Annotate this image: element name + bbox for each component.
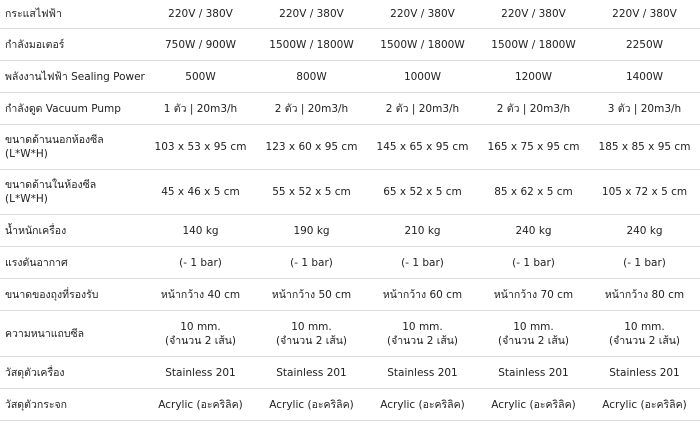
table-cell: 65 x 52 x 5 cm — [367, 170, 478, 215]
table-row — [0, 311, 700, 357]
table-cell: Stainless 201 — [145, 357, 256, 389]
cell-line: 10 mm. — [180, 320, 221, 333]
table-cell: 240 kg — [478, 215, 589, 247]
table-cell: 1500W / 1800W — [367, 29, 478, 61]
table-row — [0, 0, 700, 29]
table-cell — [367, 311, 478, 357]
table-cell: 1500W / 1800W — [256, 29, 367, 61]
row-label-motor-power: กำลังมอเตอร์ — [0, 29, 145, 61]
table-cell — [478, 311, 589, 357]
row-label-line: ขนาดด้านนอกห้องซีล — [5, 134, 104, 146]
table-cell: 55 x 52 x 5 cm — [256, 170, 367, 215]
row-label-power-supply: กระแสไฟฟ้า — [0, 0, 145, 29]
table-cell: Acrylic (อะคริลิค) — [256, 389, 367, 421]
row-label-vacuum-pump: กำลังดูด Vacuum Pump — [0, 93, 145, 125]
table-cell: (- 1 bar) — [367, 247, 478, 279]
table-cell — [589, 311, 700, 357]
table-row — [0, 247, 700, 279]
table-cell: 220V / 380V — [367, 0, 478, 29]
table-cell: 123 x 60 x 95 cm — [256, 125, 367, 170]
cell-line: (จำนวน 2 เส้น) — [386, 334, 459, 347]
table-cell: (- 1 bar) — [145, 247, 256, 279]
table-row — [0, 125, 700, 170]
table-cell: 185 x 85 x 95 cm — [589, 125, 700, 170]
table-cell: 750W / 900W — [145, 29, 256, 61]
row-label-seal-thickness: ความหนาแถบซีล — [0, 311, 145, 357]
table-cell: 1000W — [367, 61, 478, 93]
table-cell: 190 kg — [256, 215, 367, 247]
row-label-bag-size: ขนาดของถุงที่รองรับ — [0, 279, 145, 311]
cell-line: (จำนวน 2 เส้น) — [497, 334, 570, 347]
table-cell: Acrylic (อะคริลิค) — [589, 389, 700, 421]
table-cell: หน้ากว้าง 70 cm — [478, 279, 589, 311]
row-label-glass-material: วัสดุตัวกระจก — [0, 389, 145, 421]
table-cell: 1 ตัว | 20m3/h — [145, 93, 256, 125]
row-label-line: (L*W*H) — [5, 148, 48, 160]
row-label-inner-chamber-size — [0, 170, 145, 215]
row-label-line: (L*W*H) — [5, 193, 48, 205]
table-cell: หน้ากว้าง 40 cm — [145, 279, 256, 311]
table-cell: 45 x 46 x 5 cm — [145, 170, 256, 215]
table-cell: 145 x 65 x 95 cm — [367, 125, 478, 170]
table-row — [0, 93, 700, 125]
cell-line: (จำนวน 2 เส้น) — [164, 334, 237, 347]
row-label-machine-weight: น้ำหนักเครื่อง — [0, 215, 145, 247]
table-row — [0, 215, 700, 247]
row-label-sealing-power: พลังงานไฟฟ้า Sealing Power — [0, 61, 145, 93]
row-label-line: ขนาดด้านในห้องซีล — [5, 179, 97, 191]
table-cell — [145, 311, 256, 357]
table-cell: 220V / 380V — [478, 0, 589, 29]
table-cell: 2 ตัว | 20m3/h — [367, 93, 478, 125]
table-row — [0, 61, 700, 93]
cell-line: 10 mm. — [402, 320, 443, 333]
table-cell: Stainless 201 — [589, 357, 700, 389]
cell-line: 10 mm. — [624, 320, 665, 333]
table-cell: Stainless 201 — [256, 357, 367, 389]
table-cell: 165 x 75 x 95 cm — [478, 125, 589, 170]
table-row — [0, 279, 700, 311]
row-label-body-material: วัสดุตัวเครื่อง — [0, 357, 145, 389]
cell-line: (จำนวน 2 เส้น) — [608, 334, 681, 347]
table-cell: 500W — [145, 61, 256, 93]
table-cell: 2250W — [589, 29, 700, 61]
table-cell: 85 x 62 x 5 cm — [478, 170, 589, 215]
table-cell: 103 x 53 x 95 cm — [145, 125, 256, 170]
table-cell: 2 ตัว | 20m3/h — [256, 93, 367, 125]
table-cell: 105 x 72 x 5 cm — [589, 170, 700, 215]
table-cell: 1500W / 1800W — [478, 29, 589, 61]
table-cell: 1200W — [478, 61, 589, 93]
table-cell: หน้ากว้าง 60 cm — [367, 279, 478, 311]
table-cell: 1400W — [589, 61, 700, 93]
table-cell: Acrylic (อะคริลิค) — [478, 389, 589, 421]
table-cell: (- 1 bar) — [478, 247, 589, 279]
table-cell: (- 1 bar) — [256, 247, 367, 279]
table-cell: 210 kg — [367, 215, 478, 247]
row-label-outer-chamber-size — [0, 125, 145, 170]
table-row — [0, 357, 700, 389]
table-cell: 240 kg — [589, 215, 700, 247]
table-cell: หน้ากว้าง 50 cm — [256, 279, 367, 311]
row-label-air-pressure: แรงดันอากาศ — [0, 247, 145, 279]
table-cell: Acrylic (อะคริลิค) — [145, 389, 256, 421]
table-cell: 220V / 380V — [145, 0, 256, 29]
cell-line: 10 mm. — [513, 320, 554, 333]
table-cell: 220V / 380V — [256, 0, 367, 29]
table-cell: Stainless 201 — [478, 357, 589, 389]
table-cell: 800W — [256, 61, 367, 93]
table-row — [0, 389, 700, 421]
table-cell: 3 ตัว | 20m3/h — [589, 93, 700, 125]
table-cell: 2 ตัว | 20m3/h — [478, 93, 589, 125]
table-cell: 220V / 380V — [589, 0, 700, 29]
table-row — [0, 170, 700, 215]
table-cell: หน้ากว้าง 80 cm — [589, 279, 700, 311]
cell-line: (จำนวน 2 เส้น) — [275, 334, 348, 347]
table-cell: (- 1 bar) — [589, 247, 700, 279]
table-cell: Acrylic (อะคริลิค) — [367, 389, 478, 421]
table-cell: 140 kg — [145, 215, 256, 247]
table-cell: Stainless 201 — [367, 357, 478, 389]
table-row — [0, 29, 700, 61]
cell-line: 10 mm. — [291, 320, 332, 333]
table-cell — [256, 311, 367, 357]
